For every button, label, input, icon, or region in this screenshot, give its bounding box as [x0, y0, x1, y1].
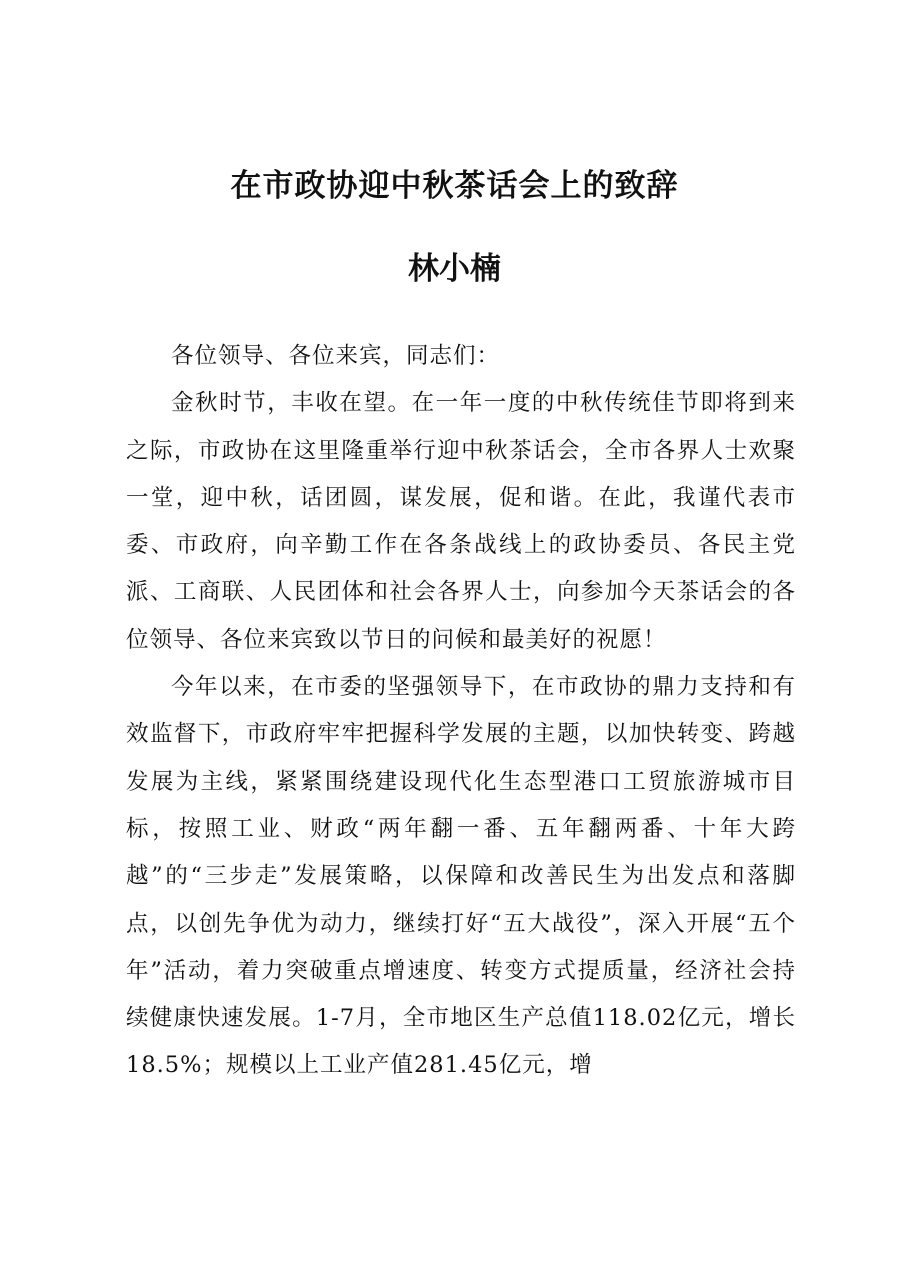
document-author: 林小楠	[408, 251, 501, 287]
body-paragraph: 今年以来，在市委的坚强领导下，在市政协的鼎力支持和有效监督下，市政府牢牢把握科学发展的主题，以加快转变、跨越发展为主线，紧紧围绕建设现代化生态型港口工贸旅游城市目标，按照工业、财政“两年翻一番、五年翻两番、十年大跨越”的“三步走”发展策略，以保障和改善民生为出发点和落脚点，以创先争优为动力，继续打好“五大战役”，深入开展“五个年”活动，着力突破重点增速度、转变方式提质量，经济社会持续健康快速发展。1-7月，全市地区生产总值118.02亿元，增长18.5%；规模以上工业产值281.45亿元，增	[126, 674, 796, 1079]
body-paragraph: 金秋时节，丰收在望。在一年一度的中秋传统佳节即将到来之际，市政协在这里隆重举行迎中秋茶话会，全市各界人士欢聚一堂，迎中秋，话团圆，谋发展，促和谐。在此，我谨代表市委、市政府，向辛勤工作在各条战线上的政协委员、各民主党派、工商联、人民团体和社会各界人士，向参加今天茶话会的各位领导、各位来宾致以节日的问候和最美好的祝愿！	[126, 390, 796, 653]
salutation-paragraph: 各位领导、各位来宾，同志们：	[171, 343, 501, 369]
document-title: 在市政协迎中秋茶话会上的致辞	[230, 168, 679, 204]
document-body	[126, 333, 796, 1090]
